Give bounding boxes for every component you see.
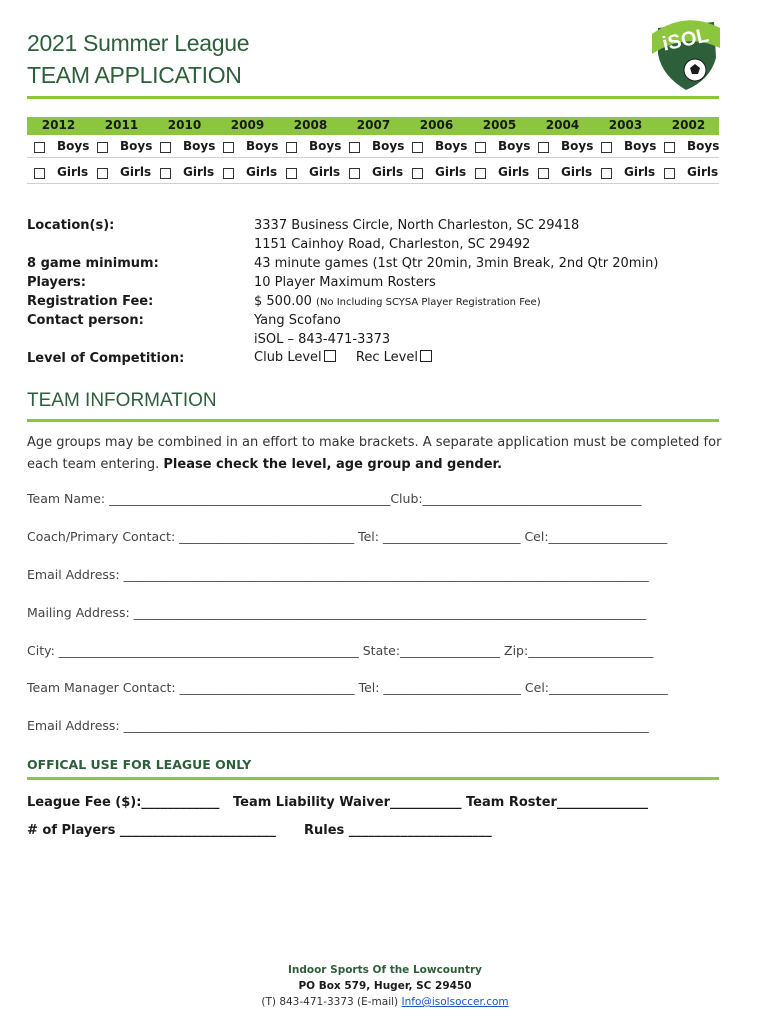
girls-label-2008: Girls <box>309 165 341 179</box>
club-level-label: Club Level <box>254 350 322 365</box>
title-line-2: TEAM APPLICATION <box>27 62 242 88</box>
age-year-2004: 2004 <box>545 118 580 132</box>
coach-contact-field[interactable]: Coach/Primary Contact: ____________________________ Tel: ______________________ Cel:___________________ <box>27 529 668 544</box>
girls-label-2004: Girls <box>561 165 593 179</box>
logo-text: iSOL <box>660 24 711 56</box>
fee-note: (No Including SCYSA Player Registration Fee) <box>316 297 541 308</box>
team-info-rule <box>27 419 719 422</box>
boys-label-2002: Boys <box>687 139 720 153</box>
intro-text: Age groups may be combined in an effort to make brackets. A separate application must be completed for each team entering. <box>27 435 722 472</box>
checkbox-girls-2008[interactable] <box>286 168 297 179</box>
checkbox-girls-2007[interactable] <box>349 168 360 179</box>
fee-value-row <box>254 294 541 309</box>
level-label: Level of Competition: <box>27 351 185 366</box>
team-info-intro <box>27 432 747 476</box>
rec-level-checkbox[interactable] <box>420 350 432 362</box>
boys-label-2006: Boys <box>435 139 468 153</box>
title-line-1: 2021 Summer League <box>27 30 250 56</box>
footer-address-text: PO Box 579, Huger, SC 29450 <box>298 980 472 992</box>
contact-name: Yang Scofano <box>254 313 341 328</box>
age-year-2008: 2008 <box>293 118 328 132</box>
checkbox-boys-2009[interactable] <box>223 142 234 153</box>
checkbox-boys-2011[interactable] <box>97 142 108 153</box>
age-year-2009: 2009 <box>230 118 265 132</box>
checkbox-girls-2012[interactable] <box>34 168 45 179</box>
checkbox-boys-2003[interactable] <box>601 142 612 153</box>
team-manager-field[interactable]: Team Manager Contact: ____________________________ Tel: ______________________ Cel:___________________ <box>27 680 668 695</box>
team-name-field[interactable]: Team Name: _____________________________________________Club:___________________________________ <box>27 491 642 506</box>
header-rule <box>27 96 719 99</box>
rules-field[interactable]: Rules ______________________ <box>304 823 492 838</box>
age-grid-row-line <box>27 157 719 158</box>
location-label: Location(s): <box>27 218 115 233</box>
girls-label-2005: Girls <box>498 165 530 179</box>
office-use-rule <box>27 777 719 780</box>
girls-label-2010: Girls <box>183 165 215 179</box>
girls-label-2011: Girls <box>120 165 152 179</box>
rec-level-label: Rec Level <box>355 350 418 365</box>
players-count-field[interactable]: # of Players ________________________ <box>27 823 276 838</box>
girls-label-2009: Girls <box>246 165 278 179</box>
boys-label-2011: Boys <box>120 139 153 153</box>
boys-label-2010: Boys <box>183 139 216 153</box>
team-info-title: TEAM INFORMATION <box>27 390 217 411</box>
age-year-2007: 2007 <box>356 118 391 132</box>
players-value: 10 Player Maximum Rosters <box>254 275 436 290</box>
location-2: 1151 Cainhoy Road, Charleston, SC 29492 <box>254 237 531 252</box>
checkbox-boys-2005[interactable] <box>475 142 486 153</box>
intro-bold: Please check the level, age group and gender. <box>163 457 503 472</box>
girls-label-2012: Girls <box>57 165 89 179</box>
boys-label-2008: Boys <box>309 139 342 153</box>
checkbox-boys-2007[interactable] <box>349 142 360 153</box>
age-year-2006: 2006 <box>419 118 454 132</box>
games-label: 8 game minimum: <box>27 256 159 271</box>
club-level-checkbox[interactable] <box>324 350 336 362</box>
age-grid-row-line <box>27 183 719 184</box>
boys-label-2003: Boys <box>624 139 657 153</box>
age-year-2011: 2011 <box>104 118 139 132</box>
boys-label-2005: Boys <box>498 139 531 153</box>
footer-contact <box>0 996 770 1008</box>
email-field-1[interactable]: Email Address: ____________________________________________________________________________________ <box>27 567 649 582</box>
checkbox-girls-2006[interactable] <box>412 168 423 179</box>
office-line-1[interactable]: League Fee ($):____________ Team Liability Waiver___________ Team Roster______________ <box>27 795 648 810</box>
checkbox-girls-2011[interactable] <box>97 168 108 179</box>
footer-org <box>0 964 770 976</box>
city-state-zip-field[interactable]: City: ________________________________________________ State:________________ Zip:____________________ <box>27 643 654 658</box>
checkbox-boys-2002[interactable] <box>664 142 675 153</box>
fee-label: Registration Fee: <box>27 294 154 309</box>
email-field-2[interactable]: Email Address: ____________________________________________________________________________________ <box>27 718 649 733</box>
checkbox-boys-2004[interactable] <box>538 142 549 153</box>
boys-label-2012: Boys <box>57 139 90 153</box>
checkbox-boys-2010[interactable] <box>160 142 171 153</box>
footer-email-link[interactable]: Info@isolsoccer.com <box>401 996 509 1008</box>
boys-label-2009: Boys <box>246 139 279 153</box>
age-year-2010: 2010 <box>167 118 202 132</box>
girls-label-2006: Girls <box>435 165 467 179</box>
fee-value: $ 500.00 <box>254 294 312 309</box>
checkbox-boys-2012[interactable] <box>34 142 45 153</box>
footer-address <box>0 980 770 992</box>
contact-label: Contact person: <box>27 313 144 328</box>
girls-label-2007: Girls <box>372 165 404 179</box>
boys-label-2004: Boys <box>561 139 594 153</box>
level-options <box>254 350 432 365</box>
contact-phone: iSOL – 843-471-3373 <box>254 332 391 347</box>
girls-label-2002: Girls <box>687 165 719 179</box>
checkbox-girls-2005[interactable] <box>475 168 486 179</box>
girls-label-2003: Girls <box>624 165 656 179</box>
footer-contact-prefix: (T) 843-471-3373 (E-mail) <box>261 996 402 1008</box>
players-label: Players: <box>27 275 86 290</box>
mailing-address-field[interactable]: Mailing Address: __________________________________________________________________________________ <box>27 605 647 620</box>
checkbox-girls-2010[interactable] <box>160 168 171 179</box>
checkbox-boys-2008[interactable] <box>286 142 297 153</box>
age-year-2002: 2002 <box>671 118 706 132</box>
location-1: 3337 Business Circle, North Charleston, SC 29418 <box>254 218 580 233</box>
checkbox-girls-2009[interactable] <box>223 168 234 179</box>
checkbox-girls-2003[interactable] <box>601 168 612 179</box>
games-value: 43 minute games (1st Qtr 20min, 3min Break, 2nd Qtr 20min) <box>254 256 659 271</box>
isol-logo <box>650 14 722 92</box>
checkbox-boys-2006[interactable] <box>412 142 423 153</box>
age-year-2005: 2005 <box>482 118 517 132</box>
age-year-2003: 2003 <box>608 118 643 132</box>
checkbox-girls-2002[interactable] <box>664 168 675 179</box>
office-use-title: OFFICAL USE FOR LEAGUE ONLY <box>27 757 252 772</box>
footer-org-text: Indoor Sports Of the Lowcountry <box>287 964 482 976</box>
age-year-2012: 2012 <box>41 118 76 132</box>
checkbox-girls-2004[interactable] <box>538 168 549 179</box>
boys-label-2007: Boys <box>372 139 405 153</box>
